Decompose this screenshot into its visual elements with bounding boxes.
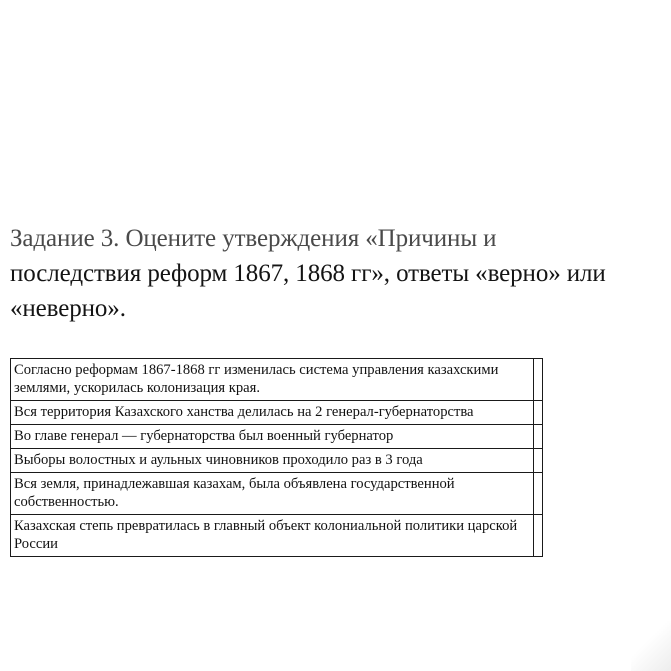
statement-text: Вся территория Казахского ханства делилась на 2 генерал-губернаторства (11, 401, 534, 425)
task-prompt (10, 221, 665, 326)
page-edge-shadow (631, 621, 671, 671)
answer-cell[interactable] (534, 473, 543, 515)
answer-cell[interactable] (534, 449, 543, 473)
answer-cell[interactable] (534, 425, 543, 449)
statement-text: Казахская степь превратилась в главный объект колониальной политики царской России (11, 515, 534, 557)
answer-cell[interactable] (534, 515, 543, 557)
statements-table (10, 358, 543, 557)
table-row (11, 449, 543, 473)
statement-text: Согласно реформам 1867-1868 гг изменилась система управления казахскими землями, ускорилась колонизация края. (11, 359, 534, 401)
task-instruction: последствия реформ 1867, 1868 гг», ответы «верно» или «неверно». (10, 260, 606, 322)
statement-text: Выборы волостных и аульных чиновников проходило раз в 3 года (11, 449, 534, 473)
answer-cell[interactable] (534, 359, 543, 401)
table-row (11, 359, 543, 401)
table-row (11, 473, 543, 515)
table-row (11, 515, 543, 557)
statement-text: Во главе генерал — губернаторства был военный губернатор (11, 425, 534, 449)
answer-cell[interactable] (534, 401, 543, 425)
task-heading: Задание 3. Оцените утверждения «Причины и (10, 225, 497, 252)
table-row (11, 401, 543, 425)
table-row (11, 425, 543, 449)
statement-text: Вся земля, принадлежавшая казахам, была объявлена государственной собственностью. (11, 473, 534, 515)
